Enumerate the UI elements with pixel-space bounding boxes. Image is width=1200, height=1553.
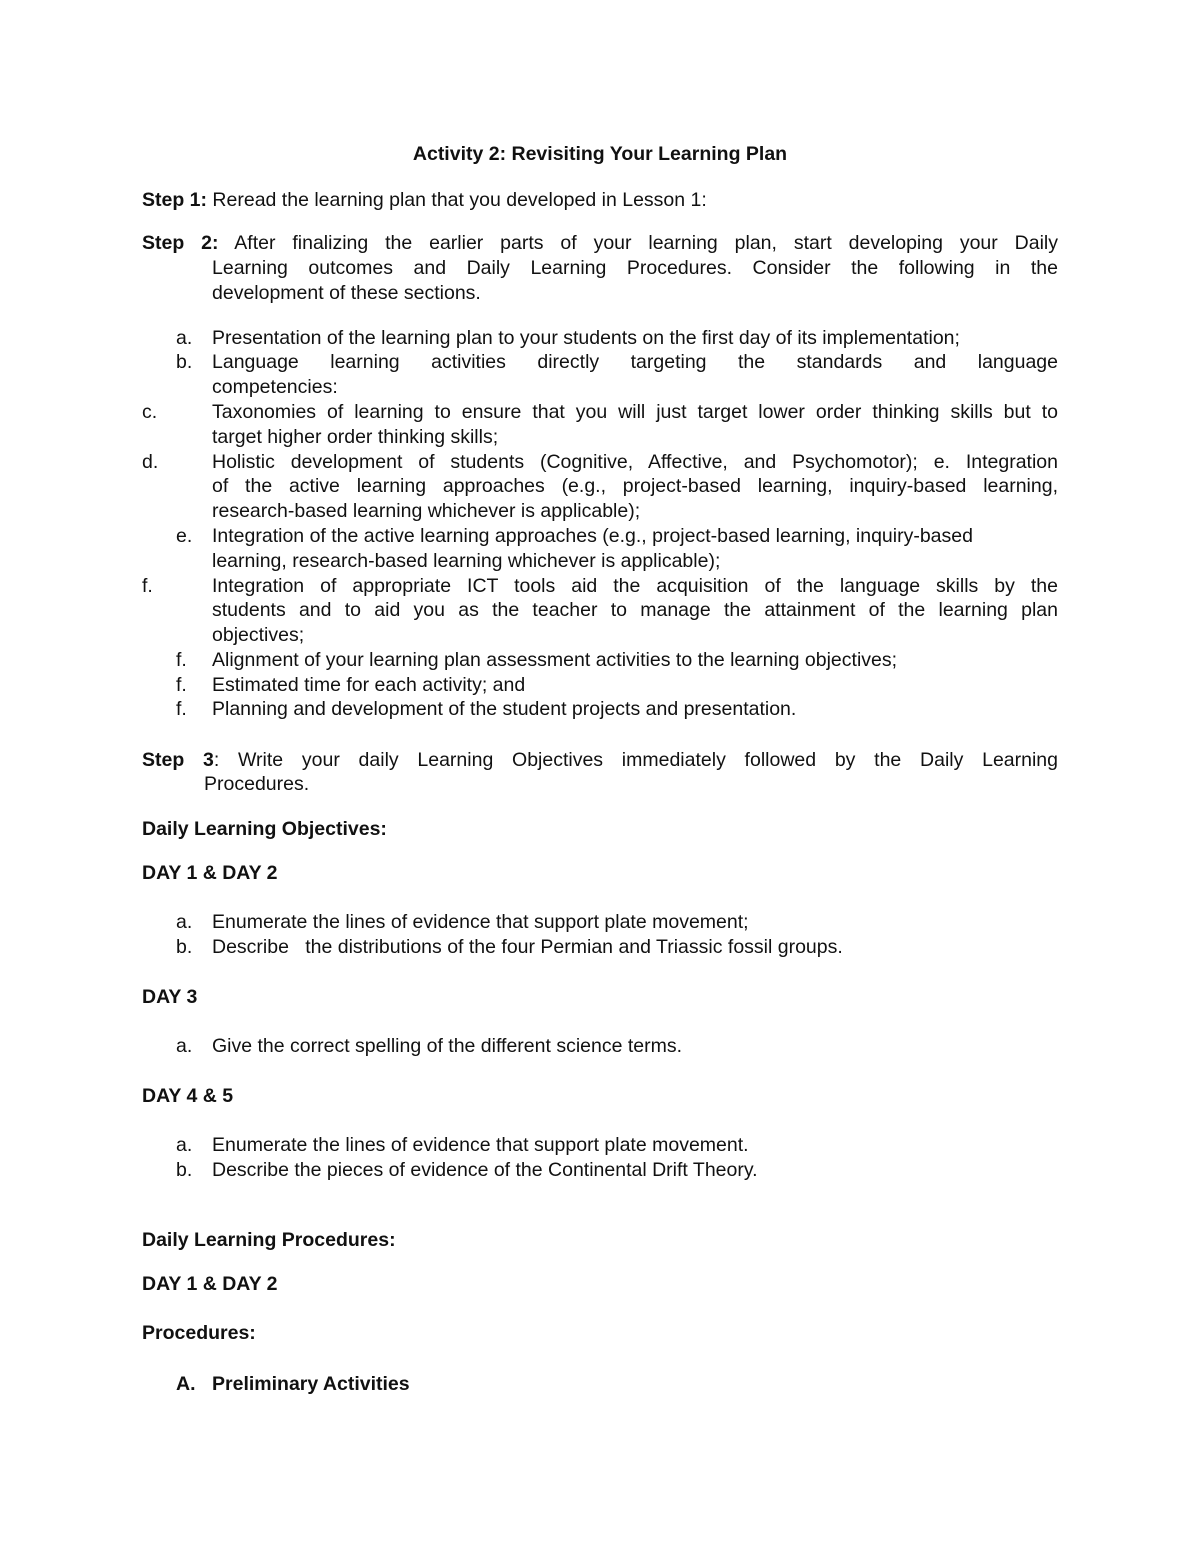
list-marker: f. xyxy=(176,649,187,671)
procedures-heading: Daily Learning Procedures: xyxy=(142,1229,396,1251)
list-item: Enumerate the lines of evidence that support plate movement. xyxy=(212,1134,749,1156)
list-item: Holistic development of students (Cognitive, Affective, and Psychomotor); e. Integration xyxy=(212,451,1058,473)
list-item-continued: learning, research-based learning whichever is applicable); xyxy=(212,550,721,572)
list-marker: b. xyxy=(176,936,193,958)
list-marker: A. xyxy=(176,1373,196,1395)
list-marker: e. xyxy=(176,525,193,547)
step-1-label: Step 1: xyxy=(142,189,208,211)
list-marker: f. xyxy=(176,674,187,696)
list-marker: a. xyxy=(176,1035,193,1057)
list-item: Presentation of the learning plan to your students on the first day of its implementation; xyxy=(212,327,960,349)
step-3-text: : Write your daily Learning Objectives immediately followed by the Daily Learning xyxy=(213,749,1058,771)
list-item-continued: competencies: xyxy=(212,376,338,398)
procedures-label: Procedures: xyxy=(142,1322,256,1344)
list-marker: a. xyxy=(176,1134,193,1156)
step-2-line-1 xyxy=(142,231,1058,255)
step-1 xyxy=(142,188,707,212)
list-marker: a. xyxy=(176,327,193,349)
list-marker: b. xyxy=(176,1159,193,1181)
list-marker: a. xyxy=(176,911,193,933)
list-item: Planning and development of the student projects and presentation. xyxy=(212,698,797,720)
list-item: Integration of the active learning approaches (e.g., project-based learning, inquiry-based xyxy=(212,525,973,547)
step-1-text: Reread the learning plan that you developed in Lesson 1: xyxy=(207,189,707,211)
list-marker: f. xyxy=(176,698,187,720)
list-item-continued: of the active learning approaches (e.g., project-based learning, inquiry-based learning, xyxy=(212,475,1058,497)
list-item: Describe the distributions of the four Permian and Triassic fossil groups. xyxy=(212,936,843,958)
list-item: Taxonomies of learning to ensure that you will just target lower order thinking skills but to xyxy=(212,401,1058,423)
list-item: Integration of appropriate ICT tools aid the acquisition of the language skills by the xyxy=(212,575,1058,597)
step-3-label: Step 3 xyxy=(142,749,214,771)
list-marker: d. xyxy=(142,451,159,473)
document-title: Activity 2: Revisiting Your Learning Plan xyxy=(412,143,788,165)
objectives-heading: Daily Learning Objectives: xyxy=(142,818,387,840)
day-heading: DAY 4 & 5 xyxy=(142,1085,234,1107)
list-item-continued: objectives; xyxy=(212,624,305,646)
step-2-text: After finalizing the earlier parts of your learning plan, start developing your Daily xyxy=(218,232,1058,254)
day-heading: DAY 1 & DAY 2 xyxy=(142,862,278,884)
step-2-line-3: development of these sections. xyxy=(212,282,481,304)
list-item-continued: research-based learning whichever is applicable); xyxy=(212,500,641,522)
list-item: Preliminary Activities xyxy=(212,1373,410,1395)
step-2-label: Step 2: xyxy=(142,232,219,254)
day-heading: DAY 1 & DAY 2 xyxy=(142,1273,278,1295)
list-item-continued: target higher order thinking skills; xyxy=(212,426,499,448)
list-marker: b. xyxy=(176,351,193,373)
list-marker: c. xyxy=(142,401,158,423)
list-item: Give the correct spelling of the different science terms. xyxy=(212,1035,683,1057)
list-item: Enumerate the lines of evidence that support plate movement; xyxy=(212,911,749,933)
list-item: Alignment of your learning plan assessment activities to the learning objectives; xyxy=(212,649,898,671)
list-item-continued: students and to aid you as the teacher to manage the attainment of the learning plan xyxy=(212,599,1058,621)
list-item: Language learning activities directly targeting the standards and language xyxy=(212,351,1058,373)
step-3-line-1 xyxy=(142,748,1058,772)
list-marker: f. xyxy=(142,575,153,597)
list-item: Describe the pieces of evidence of the Continental Drift Theory. xyxy=(212,1159,758,1181)
step-2-line-2: Learning outcomes and Daily Learning Procedures. Consider the following in the xyxy=(212,257,1058,279)
step-3-line-2: Procedures. xyxy=(204,773,310,795)
day-heading: DAY 3 xyxy=(142,986,198,1008)
list-item: Estimated time for each activity; and xyxy=(212,674,526,696)
